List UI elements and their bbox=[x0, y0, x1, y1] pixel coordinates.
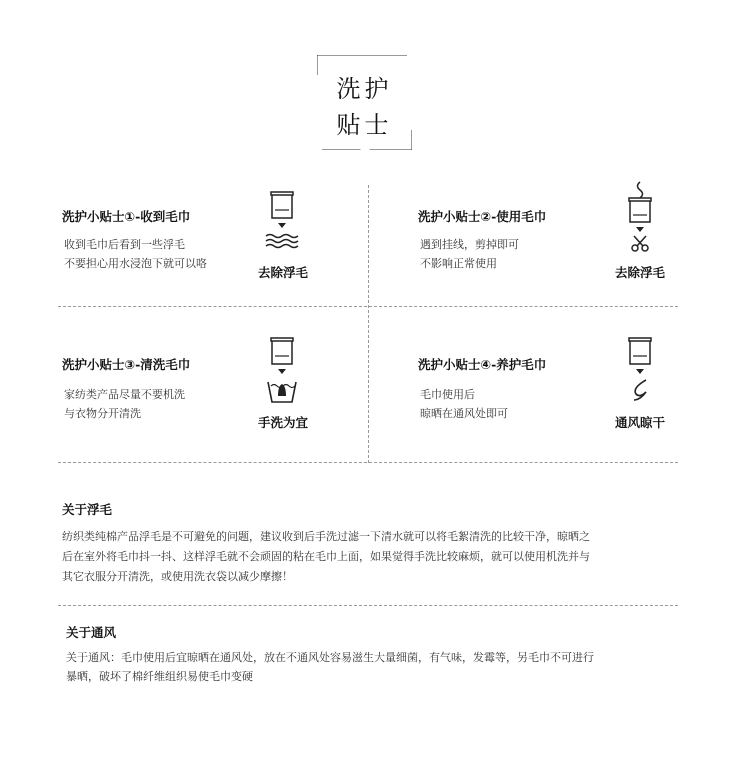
tip-line: 家纺类产品尽量不要机洗 bbox=[64, 388, 185, 401]
tip-line: 不影响正常使用 bbox=[420, 257, 497, 270]
grid-divider-bottom bbox=[58, 462, 678, 463]
grid-divider-vertical bbox=[368, 185, 369, 463]
tip-line: 收到毛巾后看到一些浮毛 bbox=[64, 238, 185, 251]
section-line: 纺织类纯棉产品浮毛是不可避免的问题，建议收到后手洗过滤一下清水就可以将毛絮清洗的比较干净，晾晒之 bbox=[62, 530, 590, 543]
icon-label: 去除浮毛 bbox=[614, 265, 665, 280]
section-title: 关于通风 bbox=[66, 625, 117, 640]
tip-title: 洗护小贴士④-养护毛巾 bbox=[418, 357, 547, 372]
section-divider bbox=[58, 605, 678, 606]
towel-scissors-icon bbox=[620, 180, 660, 255]
icon-label: 手洗为宜 bbox=[257, 415, 308, 430]
section-line: 关于通风：毛巾使用后宜晾晒在通风处，放在不通风处容易滋生大量细菌，有气味，发霉等，另毛巾不可进行 bbox=[66, 651, 594, 664]
section-line: 其它衣服分开清洗，或使用洗衣袋以减少摩擦！ bbox=[62, 570, 293, 583]
section-title: 关于浮毛 bbox=[62, 502, 113, 517]
tip-line: 晾晒在通风处即可 bbox=[420, 407, 508, 420]
icon-label: 去除浮毛 bbox=[257, 265, 308, 280]
page-title-line2: 贴士 bbox=[336, 111, 393, 139]
header-title-box bbox=[317, 55, 412, 150]
tip-line: 毛巾使用后 bbox=[420, 388, 475, 401]
towel-handwash-icon bbox=[262, 336, 302, 406]
tip-title: 洗护小贴士①-收到毛巾 bbox=[62, 209, 191, 224]
towel-water-icon bbox=[262, 190, 302, 252]
tip-line: 遇到挂线，剪掉即可 bbox=[420, 238, 519, 251]
tip-line: 不要担心用水浸泡下就可以咯 bbox=[64, 257, 207, 270]
section-line: 暴晒，破坏了棉纤维组织易使毛巾变硬 bbox=[66, 670, 253, 683]
icon-label: 通风晾干 bbox=[614, 415, 665, 430]
towel-hanger-icon bbox=[620, 336, 660, 406]
grid-divider-middle bbox=[58, 306, 678, 307]
section-line: 后在室外将毛巾抖一抖、这样浮毛就不会顽固的粘在毛巾上面，如果觉得手洗比较麻烦，就可以使用机洗并与 bbox=[62, 550, 590, 563]
tip-title: 洗护小贴士③-清洗毛巾 bbox=[62, 357, 191, 372]
page-title-line1: 洗护 bbox=[336, 75, 393, 103]
tip-line: 与衣物分开清洗 bbox=[64, 407, 141, 420]
tip-title: 洗护小贴士②-使用毛巾 bbox=[418, 209, 547, 224]
